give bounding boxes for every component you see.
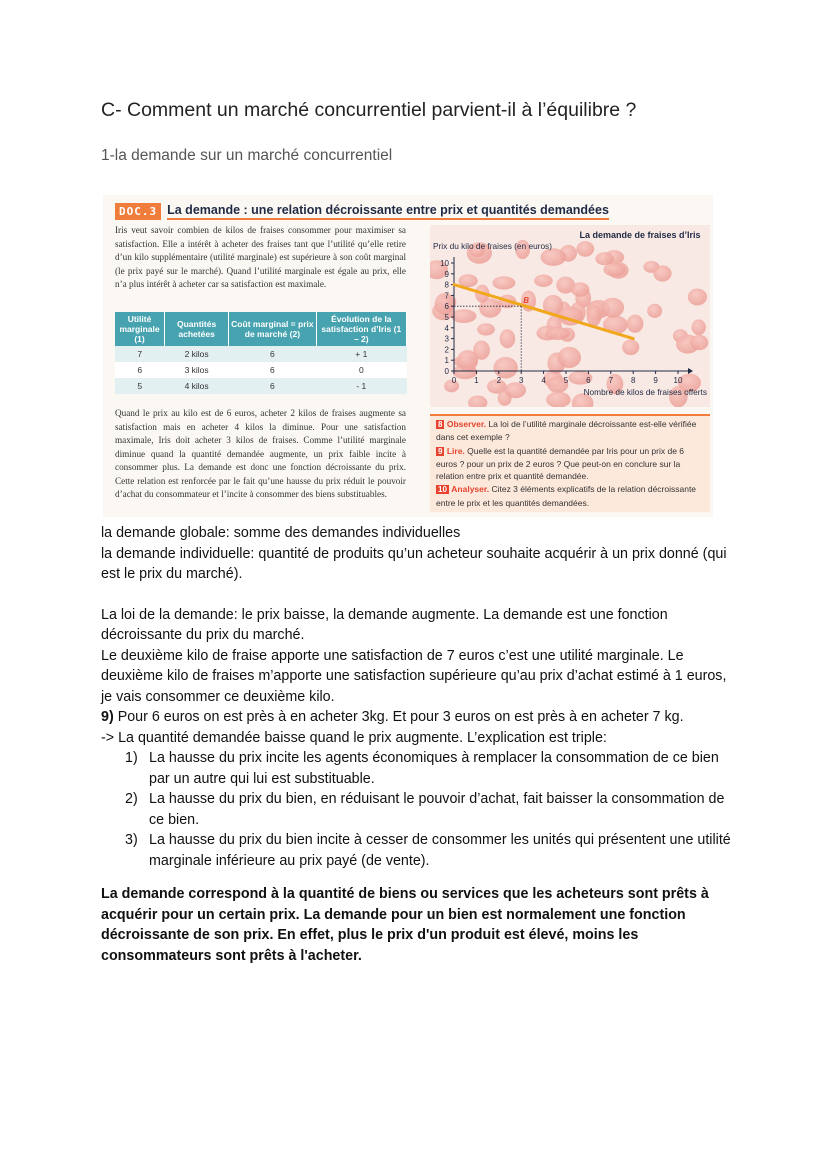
table-cell: 7: [115, 346, 165, 362]
note-line: Le deuxième kilo de fraise apporte une satisfaction de 7 euros c’est une utilité marginale. Le deuxième kilo de fraises m’apporte une satisfaction supérieure qu’au prix d’achat estimé à 1 euros, je vais consommer ce deuxième kilo.: [101, 647, 727, 705]
note-line: [101, 707, 741, 728]
doc-title: La demande : une relation décroissante entre prix et quantités demandées: [167, 203, 609, 220]
doc-paragraph-2: Quand le prix au kilo est de 6 euros, acheter 2 kilos de fraises augmente sa satisfaction mais en acheter 4 kilos la diminue. Pour une satisfaction maximale, Iris doit acheter 3 kilos de fraises. Comme l’utilité marginale diminue quand la quantité demandée augmente, un prix faible incite à consommer plus. La demande est donc une fonction décroissante du prix. Cette relation est renforcée par le fait qu’une hausse du prix réduit le pouvoir d’achat du consommateur et l’incite à consommer des biens substituables.: [115, 408, 406, 499]
table-cell: + 1: [316, 346, 406, 362]
y-tick-label: 8: [444, 280, 449, 290]
question-keyword: Observer.: [446, 419, 487, 429]
list-number: 2): [125, 791, 138, 807]
question-text: La loi de l’utilité marginale décroissante est-elle vérifiée dans cet exemple ?: [436, 419, 697, 443]
question-text: Citez 3 éléments explicatifs de la relation décroissante entre le prix et les quantités demandées.: [436, 484, 697, 508]
x-tick-label: 8: [630, 376, 636, 385]
y-tick-label: 0: [444, 367, 449, 376]
doc-paragraph-1: Iris veut savoir combien de kilos de fraises consommer pour maximiser sa satisfaction. Elle a intérêt à acheter des fraises tant que l’utilité qu’elle retire d’un kilo supplémentaire (utilité marginale) est supérieure à son coût marginal (le prix payé sur le marché). Quand l’utilité marginale est égale au prix, elle n’a plus intérêt à acheter car sa satisfaction est maximale.: [115, 225, 406, 289]
question-item: [436, 418, 704, 444]
question-number: 8: [438, 420, 443, 429]
table-header: Quantités achetées: [165, 312, 229, 346]
utility-table: [115, 312, 407, 394]
y-tick-label: 9: [444, 269, 449, 279]
note-number: 9): [101, 709, 114, 725]
y-tick-label: 1: [444, 356, 449, 366]
list-text: La hausse du prix incite les agents économiques à remplacer la consommation de ce bien par un autre qui lui est substituable.: [149, 750, 719, 787]
list-item: [125, 789, 741, 830]
table-cell: 6: [229, 362, 316, 378]
doc-tag: DOC.3: [115, 203, 161, 220]
question-text: Quelle est la quantité demandée par Iris pour un prix de 6 euros ? pour un prix de 2 euros ? Que peut-on en conclure sur la relation entre prix et quantité demandée.: [436, 445, 685, 482]
y-tick-label: 10: [440, 259, 449, 268]
table-cell: 6: [229, 378, 316, 394]
section-subtitle: 1-la demande sur un marché concurrentiel: [101, 147, 393, 164]
list-text: La hausse du prix du bien, en réduisant le pouvoir d’achat, fait baisser la consommation de ce bien.: [149, 791, 725, 828]
x-tick-label: 4: [541, 376, 546, 385]
x-tick-label: 7: [608, 376, 614, 385]
question-number: 10: [438, 485, 447, 495]
y-tick-label: 4: [444, 323, 449, 333]
table-row: [115, 362, 407, 378]
note-line: La loi de la demande: le prix baisse, la demande augmente. La demande est une fonction décroissante du prix du marché.: [101, 606, 668, 643]
x-tick-label: 5: [563, 376, 569, 385]
list-number: 3): [125, 832, 138, 848]
question-keyword: Lire.: [446, 445, 465, 456]
x-tick-label: 6: [586, 376, 591, 385]
point-label: B: [523, 296, 529, 306]
y-tick-label: 3: [444, 334, 449, 344]
list-item: [125, 748, 741, 789]
note-text: Pour 6 euros on est près à en acheter 3kg. Et pour 3 euros on est près à en acheter 7 kg.: [113, 709, 684, 725]
x-tick-label: 0: [451, 376, 457, 385]
table-row: [115, 378, 407, 394]
demand-chart: [430, 225, 710, 407]
x-tick-label: 3: [518, 376, 524, 385]
question-keyword: Analyser.: [451, 484, 490, 495]
y-tick-label: 7: [444, 291, 449, 301]
table-cell: 0: [316, 362, 406, 378]
note-line: la demande individuelle: quantité de produits qu’un acheteur souhaite acquérir à un prix donné (qui est le prix du marché).: [101, 545, 727, 582]
y-tick-label: 6: [444, 302, 449, 312]
question-number: 9: [438, 446, 443, 456]
list-text: La hausse du prix du bien incite à cesser de consommer les unités qui présentent une utilité marginale inférieure au prix payé (de vente).: [149, 832, 731, 869]
x-tick-label: 1: [474, 376, 479, 385]
table-cell: 4 kilos: [165, 378, 229, 394]
table-row: [115, 346, 407, 362]
y-tick-label: 5: [444, 313, 449, 322]
table-cell: 6: [115, 362, 165, 378]
x-tick-label: 9: [653, 376, 658, 385]
table-cell: - 1: [316, 378, 406, 394]
page-title: C- Comment un marché concurrentiel parvient-il à l’équilibre ?: [101, 99, 637, 121]
table-header: Évolution de la satisfaction d’Iris (1 – 2): [316, 312, 406, 346]
x-axis-label: Nombre de kilos de fraises offerts: [583, 387, 707, 397]
chart-title: La demande de fraises d’Iris: [579, 230, 701, 240]
y-axis-label: Prix du kilo de fraises (en euros): [433, 241, 552, 251]
document-figure: [103, 195, 713, 517]
list-number: 1): [125, 750, 138, 766]
list-item: [125, 830, 741, 871]
y-tick-label: 2: [444, 345, 449, 355]
note-line: -> La quantité demandée baisse quand le prix augmente. L’explication est triple:: [101, 729, 607, 746]
table-cell: 3 kilos: [165, 362, 229, 378]
table-cell: 5: [115, 378, 165, 394]
x-tick-label: 2: [496, 376, 502, 385]
question-item: [436, 483, 704, 509]
questions-box: [430, 414, 710, 512]
table-header: Coût marginal = prix de marché (2): [229, 312, 316, 346]
conclusion-paragraph: La demande correspond à la quantité de biens ou services que les acheteurs sont prêts à acquérir pour un certain prix. La demande pour un bien est normalement une fonction décroissante de son prix. En effet, plus le prix d'un produit est élevé, moins les consommateurs sont prêts à l'acheter.: [101, 886, 709, 964]
table-cell: 2 kilos: [165, 346, 229, 362]
question-item: [436, 445, 704, 483]
notes-body: [101, 523, 741, 871]
x-tick-label: 10: [673, 376, 683, 385]
doc-header: [115, 201, 609, 221]
table-cell: 6: [229, 346, 316, 362]
note-line: la demande globale: somme des demandes individuelles: [101, 525, 461, 541]
table-header-row: [115, 312, 407, 346]
table-header: Utilité marginale (1): [115, 312, 165, 346]
